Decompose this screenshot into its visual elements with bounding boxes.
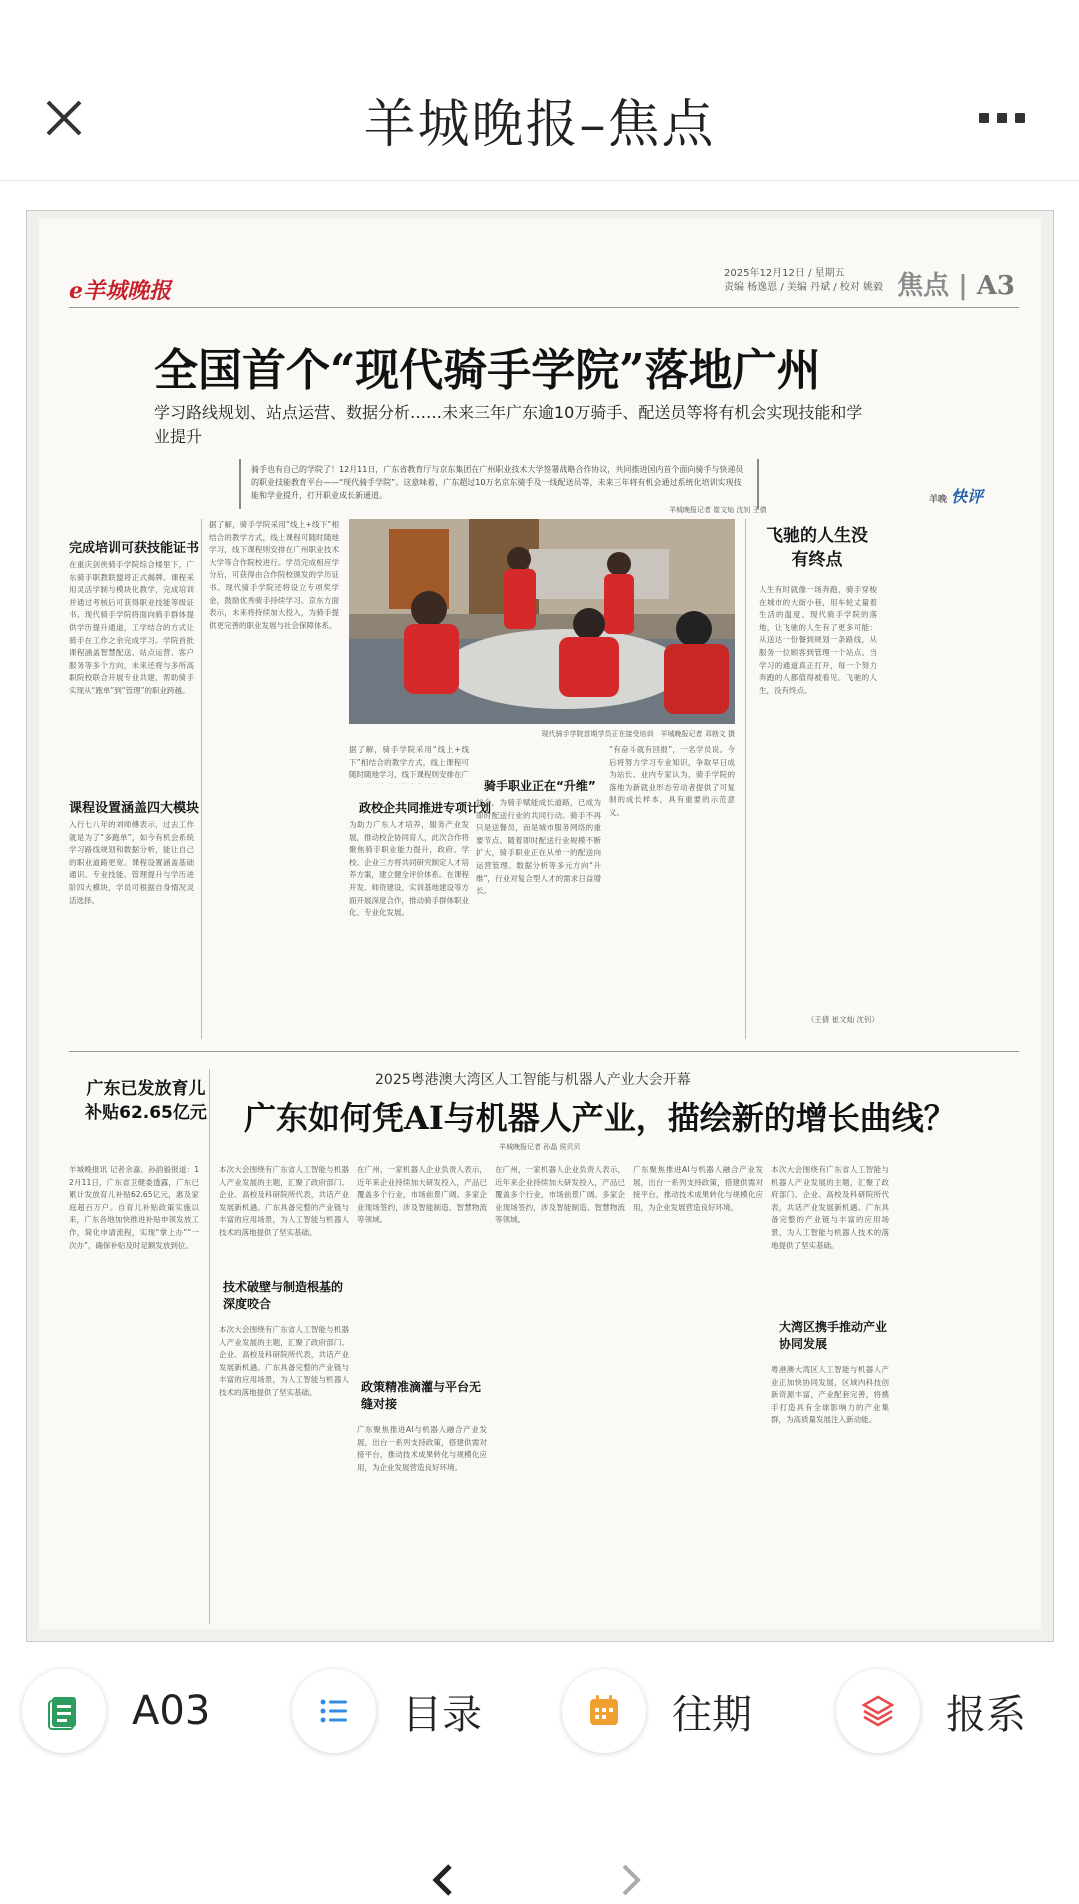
lead-paragraph: 骑手也有自己的学院了！12月11日，广东省教育厅与京东集团在广州职业技术大学签署战略合作协议，共同推进国内首个面向骑手与快递员的职业技能教育平台——“现代骑手学院”。这意味着，广东超过10万名京东骑手及一线配送员等，未来三年将有机会通过系统化培训实现技能和学业提升，打开职业成长新通道。 — [239, 459, 759, 509]
catalog-icon — [292, 1669, 376, 1753]
section-name: 焦点 — [897, 271, 950, 301]
more-icon[interactable] — [979, 108, 1039, 128]
issue-info — [724, 267, 883, 295]
commentary-author: （王倩 崔文灿 沈钊） — [806, 1015, 879, 1024]
toolbar-page-button[interactable] — [22, 1666, 210, 1756]
toolbar-catalog-label: 目录 — [402, 1691, 482, 1738]
photo-caption: 现代骑手学院首期学员正在接受培训 羊城晚报记者 邓勃文 摄 — [541, 730, 735, 738]
story2-text-3: 在广州，一家机器人企业负责人表示，近年来企业持续加大研发投入，产品已覆盖多个行业，市场前景广阔。多家企业现场签约，涉及智能制造、智慧物流等领域。 — [495, 1165, 625, 1225]
story2-text-5: 本次大会围绕有广东省人工智能与机器人产业发展的主题，汇聚了政府部门、企业、高校及科研院所代表，共话产业发展新机遇。广东具备完整的产业链与丰富的应用场景，为人工智能与机器人技术的落地提供了坚实基础。 — [771, 1165, 889, 1250]
col2-text: 据了解，骑手学院采用“线上+线下”相结合的教学方式，线上课程可随时随地学习，线下课程则安排在广州职业技术大学等合作院校进行。学员完成相应学分后，可获得由合作院校颁发的学历证书。现代骑手学院还将设立专项奖学金，鼓励优秀骑手持续学习。京东方面表示，未来将持续加大投入，为骑手提供更完善的职业发展与社会保障体系。 — [209, 520, 339, 630]
story2-heading-3: 大湾区携手推动产业协同发展 — [779, 1320, 888, 1351]
toolbar-catalog-button[interactable] — [292, 1666, 482, 1756]
story2-text-2b: 广东聚焦推进AI与机器人融合产业发展，出台一系列支持政策，搭建供需对接平台，推动技术成果转化与规模化应用，为企业发展营造良好环境。 — [357, 1425, 487, 1472]
story2-text-1: 本次大会围绕有广东省人工智能与机器人产业发展的主题，汇聚了政府部门、企业、高校及科研院所代表，共话产业发展新机遇。广东具备完整的产业链与丰富的应用场景，为人工智能与机器人技术的落地提供了坚实基础。 — [219, 1165, 349, 1237]
commentary-divider — [745, 519, 746, 1039]
col2b-text: 据了解，骑手学院采用“线上+线下”相结合的教学方式，线上课程可随时随地学习，线下课程则安排在广 — [349, 745, 469, 780]
toolbar-press-button[interactable] — [836, 1666, 1026, 1756]
forward-arrow-icon[interactable] — [614, 1860, 648, 1900]
story2-heading-1: 技术破壁与制造根基的深度咬合 — [223, 1280, 344, 1311]
toolbar-page-label: A03 — [132, 1688, 211, 1734]
col1-heading-2: 课程设置涵盖四大模块 — [69, 801, 200, 816]
main-headline[interactable]: 全国首个“现代骑手学院”落地广州 — [154, 345, 821, 396]
col3-text: 为助力广东人才培养，服务产业发展，推动校企协同育人，此次合作将聚焦骑手职业能力提升，政府、学校、企业三方将共同研究制定人才培养方案，建立健全评价体系。在课程开发、师资建设、实训基地建设等方面开展深度合作，推动骑手群体职业化、专业化发展。 — [349, 820, 469, 918]
commentary-brand: 快评 — [950, 487, 983, 506]
col5-text: “有奋斗就有回报”，一名学员说。今后将努力学习专业知识，争取早日成为站长。业内专家认为，骑手学院的落地为新就业形态劳动者提供了可复制的成长样本，具有重要的示范意义。 — [609, 745, 735, 817]
story2-divider — [209, 1069, 210, 1624]
col4-text: 如今，为骑手赋能成长道路，已成为即时配送行业的共同行动。骑手不再只是送餐员，而是城市服务网络的重要节点。随着即时配送行业规模不断扩大，骑手职业正在从单一的配送向运营管理、数据分析等多元方向“升维”，行业对复合型人才的需求日益增长。 — [476, 798, 601, 896]
main-byline: 羊城晚报记者 崔文灿 沈钊 王倩 — [669, 506, 767, 514]
story2-kicker: 2025粤港澳大湾区人工智能与机器人产业大会开幕 — [375, 1072, 691, 1088]
page-number: A3 — [976, 271, 1015, 301]
story2-byline: 羊城晚报记者 孙晶 侯贝贝 — [499, 1143, 581, 1151]
newspaper-page[interactable] — [26, 210, 1054, 1642]
calendar-icon — [562, 1669, 646, 1753]
masthead-logo: e羊城晚报 — [69, 278, 171, 304]
mid-rule — [69, 1051, 1019, 1052]
paper-sheet — [39, 219, 1041, 1629]
commentary-title[interactable]: 飞驰的人生没有终点 — [766, 526, 868, 570]
commentary-text: 人生有时就像一场奔跑，骑手穿梭在城市的大街小巷，用车轮丈量着生活的温度。现代骑手学院的落地，让飞驰的人生有了更多可能：从送达一份餐到规划一条路线，从服务一位顾客到管理一个站点。当学习的通道真正打开，每一个努力奔跑的人都值得被看见。飞驰的人生，没有终点。 — [759, 585, 877, 695]
column-divider — [201, 519, 202, 1039]
toolbar-press-label: 报系 — [946, 1691, 1026, 1738]
browser-nav — [0, 1850, 1079, 1901]
toolbar-archive-button[interactable] — [562, 1666, 752, 1756]
back-arrow-icon[interactable] — [426, 1860, 460, 1900]
story2-heading-2: 政策精准滴灌与平台无缝对接 — [361, 1380, 482, 1411]
col4-heading: 骑手职业正在“升维” — [484, 779, 596, 793]
story2-text-4: 广东聚焦推进AI与机器人融合产业发展，出台一系列支持政策，搭建供需对接平台，推动技术成果转化与规模化应用，为企业发展营造良好环境。 — [633, 1165, 763, 1212]
bottom-toolbar — [0, 1652, 1079, 1772]
story2-headline[interactable]: 广东如何凭AI与机器人产业，描绘新的增长曲线？ — [244, 1099, 956, 1137]
page-title: 羊城晚报–焦点 — [363, 95, 716, 155]
commentary-tag — [929, 484, 983, 507]
section-label: 焦点 | A3 — [897, 271, 1015, 301]
main-subhead: 学习路线规划、站点运营、数据分析……未来三年广东逾10万骑手、配送员等将有机会实现技能和学业提升 — [154, 403, 863, 446]
page-list-icon — [22, 1669, 106, 1753]
top-rule — [69, 307, 1019, 308]
col3-heading: 政校企共同推进专项计划 — [359, 801, 492, 815]
side-text: 羊城晚报讯 记者余嘉、孙韵毅报道：12月11日，广东省卫健委透露，广东已累计发放育儿补贴62.65亿元，惠及家庭超百万户。自育儿补贴政策实施以来，广东各地加快推进补贴申领发放工作，简化申请流程，实现“掌上办”“一次办”，确保补贴及时足额发放到位。 — [69, 1165, 199, 1250]
story2-text-1b: 本次大会围绕有广东省人工智能与机器人产业发展的主题，汇聚了政府部门、企业、高校及科研院所代表，共话产业发展新机遇。广东具备完整的产业链与丰富的应用场景，为人工智能与机器人技术的落地提供了坚实基础。 — [219, 1325, 349, 1397]
issue-date: 2025年12月12日 / 星期五 — [724, 268, 845, 279]
col1-text: 在重庆剑侠骑手学院综合楼里下，广东骑手职教联盟将正式揭牌。课程采用灵活学制与模块化教学，完成培训并通过考核后可获得职业技能等级证书。现代骑手学院将面向骑手群体提供学历提升通道，工学结合的方式让骑手在工作之余完成学习。学院首批课程涵盖智慧配送、站点运营、客户服务等多个方向，未来还将与多所高职院校联合开展专业共建，帮助骑手实现从“跑单”到“管理”的职业跨越。 — [69, 560, 194, 695]
toolbar-archive-label: 往期 — [672, 1691, 752, 1738]
news-photo[interactable] — [349, 519, 735, 724]
col1-text-2: 入行七八年的刘师傅表示，过去工作就是为了“多跑单”，如今有机会系统学习路线规划和数据分析，能让自己的职业道路更宽。课程设置涵盖基础通识、专业技能、管理提升与学历进阶四大模块，学员可根据自身情况灵活选择。 — [69, 820, 194, 905]
issue-editors: 责编 杨逸恩 / 美编 丹斌 / 校对 姚毅 — [724, 282, 883, 293]
side-headline[interactable]: 广东已发放育儿补贴62.65亿元 — [85, 1079, 207, 1123]
story2-text-5b: 粤港澳大湾区人工智能与机器人产业正加快协同发展，区域内科技创新资源丰富，产业配套完善，将携手打造具有全球影响力的产业集群，为高质量发展注入新动能。 — [771, 1365, 889, 1425]
app-header — [0, 0, 1079, 181]
layers-icon — [836, 1669, 920, 1753]
story2-text-2: 在广州，一家机器人企业负责人表示，近年来企业持续加大研发投入，产品已覆盖多个行业，市场前景广阔。多家企业现场签约，涉及智能制造、智慧物流等领域。 — [357, 1165, 487, 1225]
commentary-tag-prefix: 羊晚 — [928, 495, 947, 505]
col1-heading: 完成培训可获技能证书 — [69, 541, 200, 556]
